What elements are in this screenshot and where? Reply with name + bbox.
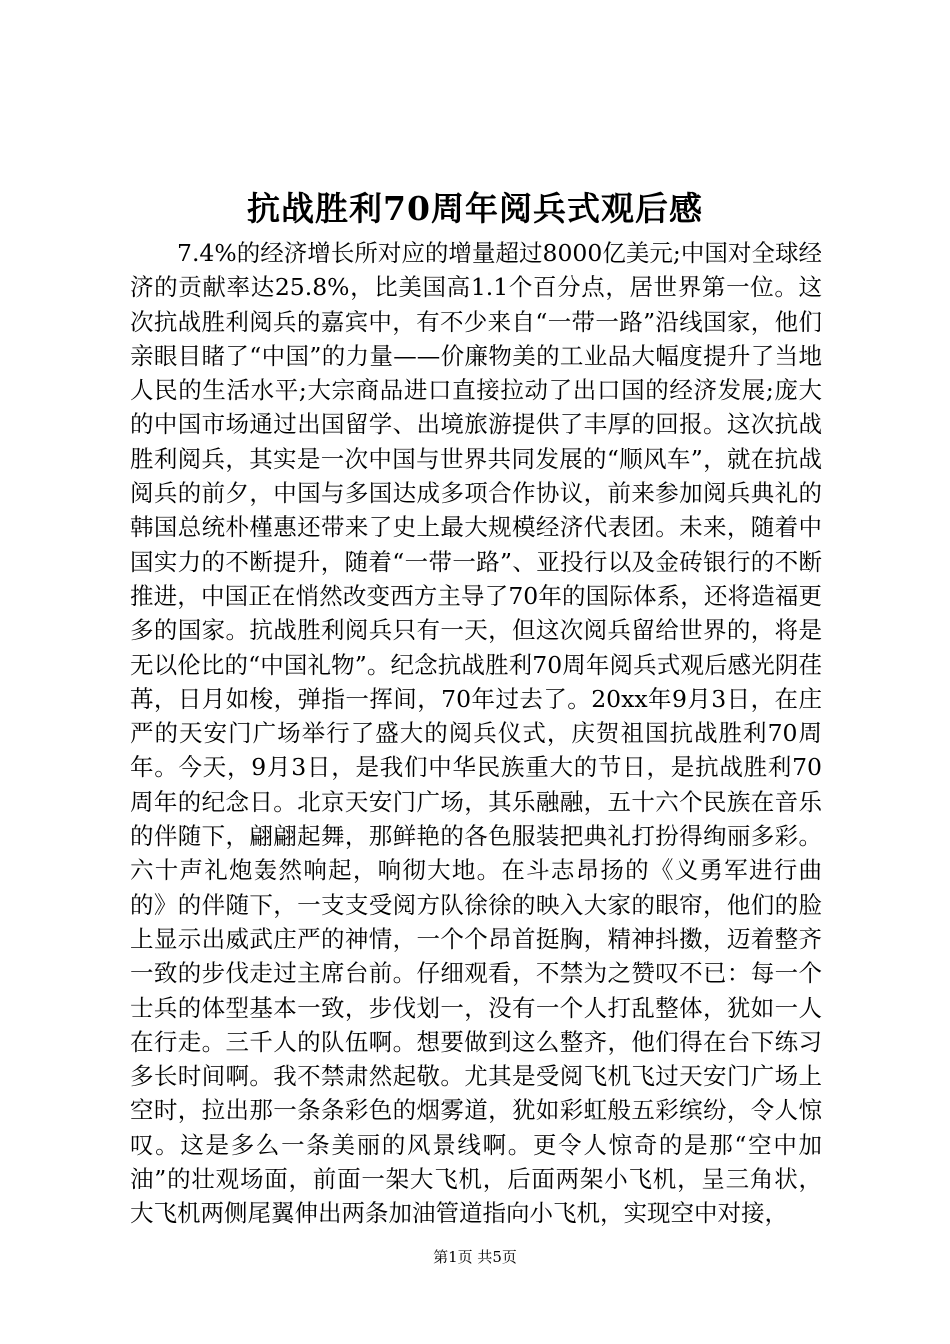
page-footer: 第1页 共5页	[433, 1248, 517, 1266]
document-body: 7.4%的经济增长所对应的增量超过8000亿美元;中国对全球经济的贡献率达25.8%，比美国高1.1个百分点，居世界第一位。这次抗战胜利阅兵的嘉宾中，有不少来自“一带一路”沿线国家，他们亲眼目睹了“中国”的力量——价廉物美的工业品大幅度提升了当地人民的生活水平;大宗商品进口直接拉动了出口国的经济发展;庞大的中国市场通过出国留学、出境旅游提供了丰厚的回报。这次抗战胜利阅兵，其实是一次中国与世界共同发展的“顺风车”，就在抗战阅兵的前夕，中国与多国达成多项合作协议，前来参加阅兵典礼的韩国总统朴槿惠还带来了史上最大规模经济代表团。未来，随着中国实力的不断提升，随着“一带一路”、亚投行以及金砖银行的不断推进，中国正在悄然改变西方主导了70年的国际体系，还将造福更多的国家。抗战胜利阅兵只有一天，但这次阅兵留给世界的，将是无以伦比的“中国礼物”。纪念抗战胜利70周年阅兵式观后感光阴荏苒，日月如梭，弹指一挥间，70年过去了。20xx年9月3日，在庄严的天安门广场举行了盛大的阅兵仪式，庆贺祖国抗战胜利70周年。今天，9月3日，是我们中华民族重大的节日，是抗战胜利70周年的纪念日。北京天安门广场，其乐融融，五十六个民族在音乐的伴随下，翩翩起舞，那鲜艳的各色服装把典礼打扮得绚丽多彩。六十声礼炮轰然响起，响彻大地。在斗志昂扬的《义勇军进行曲的》的伴随下，一支支受阅方队徐徐的映入大家的眼帘，他们的脸上显示出威武庄严的神情，一个个昂首挺胸，精神抖擞，迈着整齐一致的步伐走过主席台前。仔细观看，不禁为之赞叹不已：每一个士兵的体型基本一致，步伐划一，没有一个人打乱整体，犹如一人在行走。三千人的队伍啊。想要做到这么整齐，他们得在台下练习多长时间啊。我不禁肃然起敬。尤其是受阅飞机飞过天安门广场上空时，拉出那一条条彩色的烟雾道，犹如彩虹般五彩缤纷，令人惊叹。这是多么一条美丽的风景线啊。更令人惊奇的是那“空中加油”的壮观场面，前面一架大飞机，后面两架小飞机，呈三角状，大飞机两侧尾翼伸出两条加油管道指向小飞机，实现空中对接，	[130, 239, 822, 1228]
document-title: 抗战胜利70周年阅兵式观后感	[247, 189, 703, 228]
